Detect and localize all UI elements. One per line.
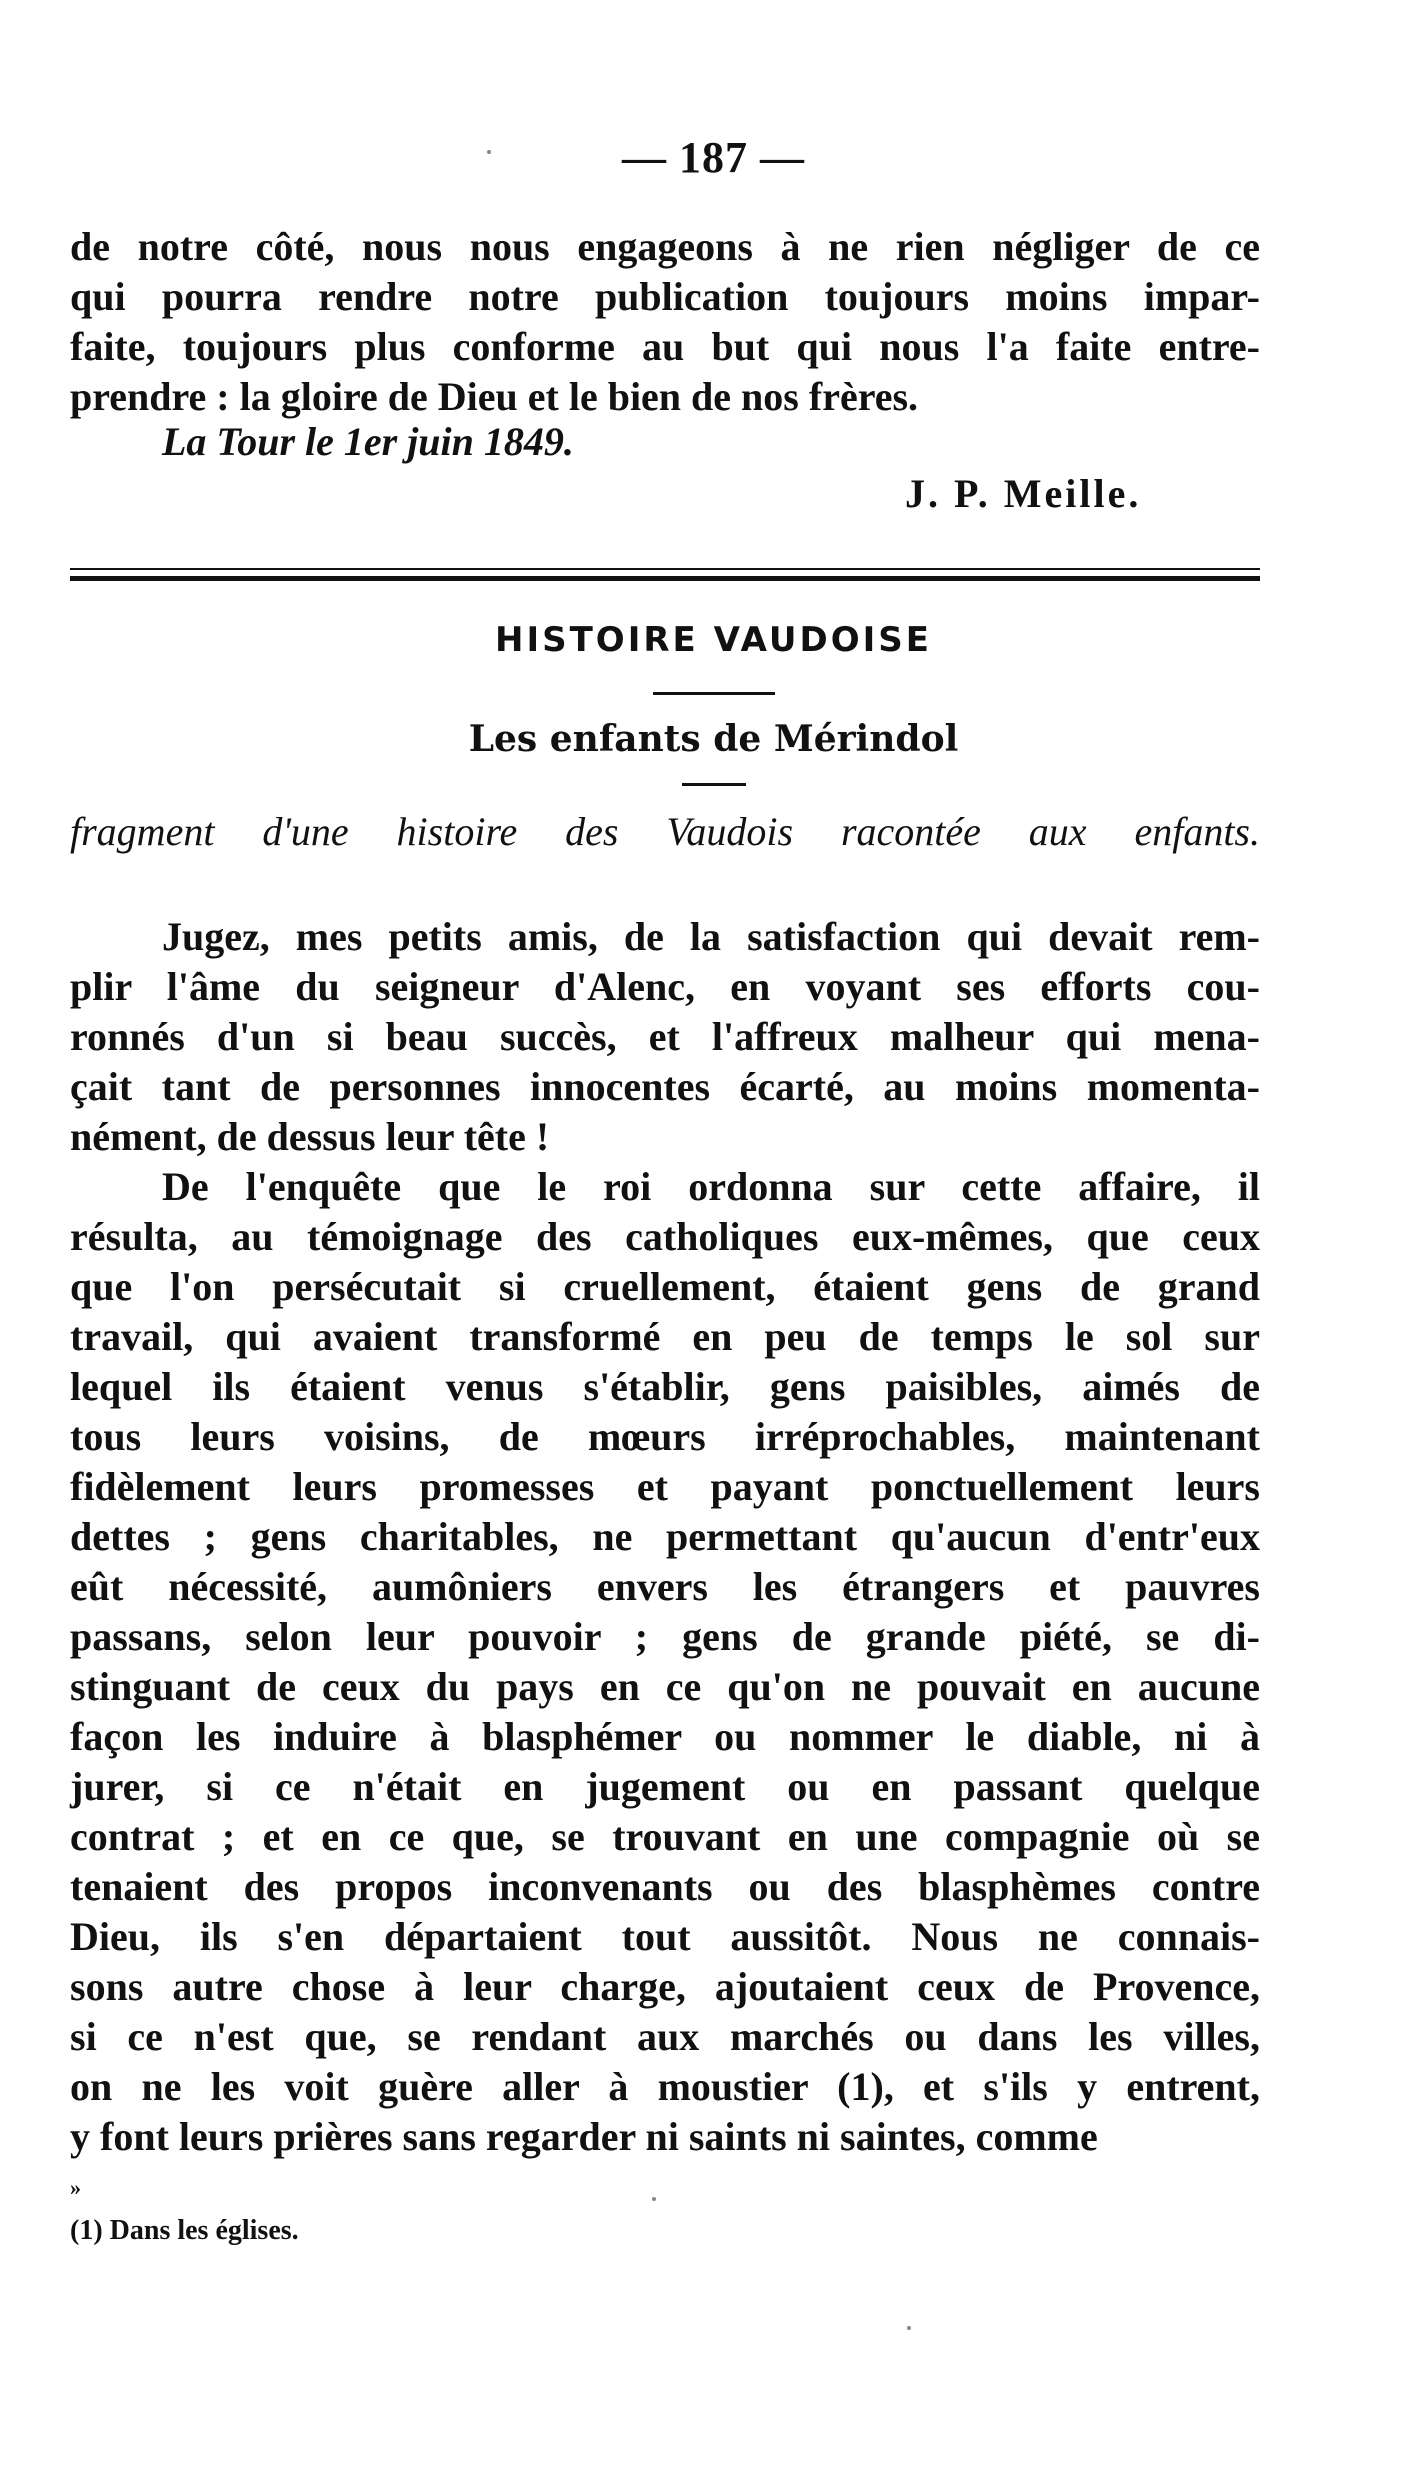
text-line: si ce n'est que, se rendant aux marchés ou dans les villes, — [70, 2014, 1260, 2059]
section-title: HISTOIRE VAUDOISE — [495, 620, 932, 660]
text-line: çait tant de personnes innocentes écarté, au moins momenta- — [70, 1064, 1260, 1109]
print-speck — [907, 2326, 911, 2330]
intro-paragraph — [70, 222, 1260, 422]
footnote-marker: » — [70, 2175, 81, 2200]
text-line: de notre côté, nous nous engageons à ne rien négliger de ce — [70, 224, 1260, 269]
text-line: lequel ils étaient venus s'établir, gens paisibles, aimés de — [70, 1364, 1260, 1409]
text-line: que l'on persécutait si cruellement, étaient gens de grand — [70, 1264, 1260, 1309]
paragraph-1 — [70, 912, 1260, 1162]
signature: J. P. Meille. — [905, 471, 1142, 516]
text-line: stinguant de ceux du pays en ce qu'on ne pouvait en aucune — [70, 1664, 1260, 1709]
text-line: Dieu, ils s'en départaient tout aussitôt. Nous ne connais- — [70, 1914, 1260, 1959]
text-line: tenaient des propos inconvenants ou des blasphèmes contre — [70, 1864, 1260, 1909]
text-line: faite, toujours plus conforme au but qui nous l'a faite entre- — [70, 324, 1260, 369]
text-line: plir l'âme du seigneur d'Alenc, en voyant ses efforts cou- — [70, 964, 1260, 1009]
text-line: jurer, si ce n'était en jugement ou en passant quelque — [70, 1764, 1260, 1809]
text-line: ronnés d'un si beau succès, et l'affreux malheur qui mena- — [70, 1014, 1260, 1059]
text-line: sons autre chose à leur charge, ajoutaient ceux de Provence, — [70, 1964, 1260, 2009]
text-line: fidèlement leurs promesses et payant ponctuellement leurs — [70, 1464, 1260, 1509]
page-number: — 187 — — [622, 133, 805, 182]
double-rule-thin — [70, 568, 1260, 570]
print-speck — [652, 2197, 656, 2201]
subtitle-divider — [682, 783, 746, 786]
footnote: (1) Dans les églises. — [70, 2215, 299, 2246]
text-line: travail, qui avaient transformé en peu de temps le sol sur — [70, 1314, 1260, 1359]
article-subtitle: Les enfants de Mérindol — [468, 718, 959, 760]
print-speck — [487, 150, 491, 154]
text-line: contrat ; et en ce que, se trouvant en une compagnie où se — [70, 1814, 1260, 1859]
text-line: façon les induire à blasphémer ou nommer le diable, ni à — [70, 1714, 1260, 1759]
title-divider — [653, 692, 775, 695]
text-line: tous leurs voisins, de mœurs irréprochables, maintenant — [70, 1414, 1260, 1459]
italic-subtitle: fragment d'une histoire des Vaudois racontée aux enfants. — [70, 809, 1260, 854]
text-line: eût nécessité, aumôniers envers les étrangers et pauvres — [70, 1564, 1260, 1609]
text-line: résulta, au témoignage des catholiques eux-mêmes, que ceux — [70, 1214, 1260, 1259]
text-line: y font leurs prières sans regarder ni saints ni saintes, comme — [70, 2114, 1098, 2159]
text-line: dettes ; gens charitables, ne permettant qu'aucun d'entr'eux — [70, 1514, 1260, 1559]
text-line: nément, de dessus leur tête ! — [70, 1114, 550, 1159]
text-line: Jugez, mes petits amis, de la satisfaction qui devait rem- — [162, 914, 1260, 959]
text-line: De l'enquête que le roi ordonna sur cette affaire, il — [162, 1164, 1260, 1209]
text-line: qui pourra rendre notre publication toujours moins impar- — [70, 274, 1260, 319]
double-rule-thick — [70, 576, 1260, 581]
text-line: on ne les voit guère aller à moustier (1), et s'ils y entrent, — [70, 2064, 1260, 2109]
paragraph-2 — [70, 1162, 1260, 2162]
dateline: La Tour le 1er juin 1849. — [162, 419, 574, 464]
text-line: passans, selon leur pouvoir ; gens de grande piété, se di- — [70, 1614, 1260, 1659]
text-line: prendre : la gloire de Dieu et le bien de nos frères. — [70, 374, 919, 419]
